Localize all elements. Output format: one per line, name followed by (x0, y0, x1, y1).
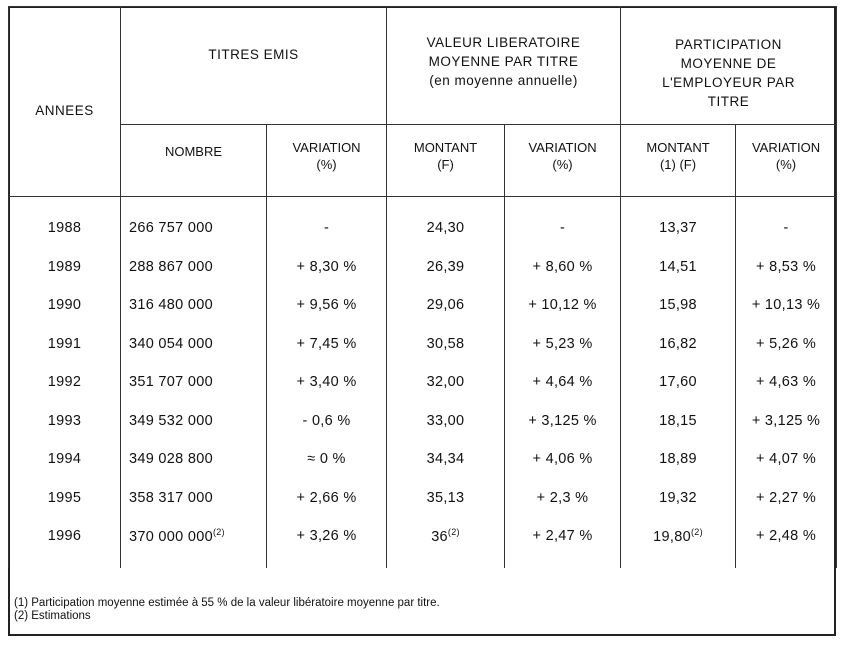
cell-variation-participation (736, 440, 837, 479)
cell-nombre-value: 370 000 000 (129, 529, 213, 546)
cell-nombre-value: 340 054 000 (129, 335, 213, 352)
cell-variation-titres (267, 517, 387, 568)
cell-year (9, 325, 121, 364)
cell-nombre (121, 248, 267, 287)
cell-variation-titres (267, 363, 387, 402)
cell-variation-valeur-value: + 2,3 % (536, 489, 589, 506)
table-row (9, 248, 837, 287)
cell-nombre-value: 349 532 000 (129, 412, 213, 429)
cell-nombre (121, 517, 267, 568)
table-row (9, 479, 837, 518)
cell-variation-participation (736, 363, 837, 402)
cell-montant-valeur-value: 29,06 (426, 297, 465, 314)
cell-nombre (121, 325, 267, 364)
cell-year-value: 1991 (47, 335, 82, 352)
cell-variation-titres-value: + 3,26 % (296, 528, 357, 545)
cell-variation-titres-value: + 2,66 % (296, 489, 357, 506)
cell-nombre-footnote-ref: (2) (212, 527, 225, 538)
subheader-variation-1 (267, 125, 387, 197)
cell-year-value: 1993 (47, 412, 82, 429)
cell-variation-titres (267, 286, 387, 325)
cell-nombre (121, 286, 267, 325)
cell-montant-participation-value: 18,89 (659, 451, 697, 468)
cell-variation-valeur-value: + 5,23 % (532, 335, 593, 352)
cell-year-value: 1992 (47, 374, 82, 391)
cell-variation-participation-value: + 3,125 % (751, 412, 821, 429)
cell-montant-participation-value: 13,37 (659, 220, 697, 237)
cell-variation-titres (267, 248, 387, 287)
header-participation (621, 7, 837, 125)
cell-year-value: 1989 (47, 258, 82, 275)
cell-year-value: 1996 (47, 528, 82, 545)
subheader-variation-2-label: VARIATION (528, 140, 597, 155)
cell-montant-participation-value: 16,82 (659, 335, 697, 352)
cell-montant-valeur (387, 325, 505, 364)
cell-nombre (121, 197, 267, 248)
cell-montant-participation-value: 19,32 (659, 489, 697, 506)
table-row (9, 402, 837, 441)
cell-variation-titres-value: - (323, 220, 330, 237)
cell-montant-valeur (387, 402, 505, 441)
table-row (9, 286, 837, 325)
cell-variation-valeur-value: + 10,12 % (528, 297, 597, 314)
cell-variation-titres-value: + 8,30 % (296, 258, 357, 275)
cell-variation-titres (267, 440, 387, 479)
cell-variation-titres-value: + 3,40 % (296, 374, 357, 391)
cell-year (9, 286, 121, 325)
cell-variation-valeur (505, 197, 621, 248)
cell-variation-titres (267, 325, 387, 364)
cell-variation-valeur-value: + 3,125 % (528, 412, 597, 429)
table-row (9, 325, 837, 364)
cell-variation-participation-value: + 8,53 % (756, 258, 817, 275)
cell-montant-participation (621, 197, 736, 248)
cell-montant-valeur (387, 197, 505, 248)
cell-montant-valeur (387, 479, 505, 518)
cell-montant-participation (621, 440, 736, 479)
cell-montant-valeur (387, 440, 505, 479)
cell-variation-participation-value: + 2,27 % (756, 489, 817, 506)
cell-variation-valeur (505, 325, 621, 364)
cell-montant-valeur (387, 363, 505, 402)
cell-variation-titres (267, 479, 387, 518)
footnote-2: (2) Estimations (14, 610, 91, 622)
cell-variation-participation-value: + 5,26 % (756, 335, 817, 352)
data-table (8, 6, 837, 568)
cell-montant-valeur-value: 36 (431, 529, 448, 546)
cell-montant-valeur-value: 35,13 (426, 489, 465, 506)
cell-variation-titres-value: - 0,6 % (302, 412, 351, 429)
cell-variation-participation (736, 197, 837, 248)
cell-variation-valeur-value: + 4,64 % (532, 374, 593, 391)
cell-year-value: 1994 (47, 451, 82, 468)
cell-nombre (121, 440, 267, 479)
cell-year (9, 197, 121, 248)
cell-montant-valeur-value: 32,00 (426, 374, 465, 391)
header-annees: ANNEES (9, 7, 121, 197)
table-row (9, 363, 837, 402)
cell-variation-participation (736, 517, 837, 568)
subheader-variation-1-label: VARIATION (292, 140, 361, 155)
cell-montant-participation-value: 18,15 (659, 412, 697, 429)
cell-nombre-value: 266 757 000 (129, 220, 213, 237)
cell-montant-participation (621, 363, 736, 402)
cell-montant-participation-value: 17,60 (659, 374, 697, 391)
cell-variation-valeur (505, 286, 621, 325)
subheader-montant-1 (387, 125, 505, 197)
cell-year (9, 517, 121, 568)
cell-montant-valeur-value: 34,34 (426, 451, 465, 468)
cell-montant-participation (621, 517, 736, 568)
cell-nombre (121, 479, 267, 518)
cell-nombre-value: 288 867 000 (129, 258, 213, 275)
cell-montant-participation (621, 286, 736, 325)
cell-variation-valeur (505, 517, 621, 568)
cell-year (9, 402, 121, 441)
cell-variation-participation-value: + 4,63 % (756, 374, 817, 391)
cell-nombre-value: 316 480 000 (129, 297, 213, 314)
cell-variation-titres-value: + 9,56 % (296, 297, 357, 314)
cell-year (9, 248, 121, 287)
cell-montant-valeur-value: 30,58 (426, 335, 465, 352)
cell-year-value: 1990 (47, 297, 82, 314)
cell-montant-participation-value: 14,51 (659, 258, 697, 275)
cell-variation-participation (736, 325, 837, 364)
cell-year-value: 1995 (47, 489, 82, 506)
subheader-montant-1-unit: (F) (437, 157, 454, 172)
cell-variation-valeur (505, 363, 621, 402)
cell-variation-participation (736, 286, 837, 325)
header-titres-emis: TITRES EMIS (121, 7, 387, 125)
header-valeur-line3: (en moyenne annuelle) (429, 73, 578, 88)
cell-variation-valeur-value: - (559, 220, 566, 237)
cell-nombre-value: 358 317 000 (129, 489, 213, 506)
cell-montant-valeur-value: 33,00 (426, 412, 465, 429)
cell-variation-valeur (505, 479, 621, 518)
cell-year-value: 1988 (47, 220, 82, 237)
cell-variation-valeur (505, 440, 621, 479)
header-valeur-line2: MOYENNE PAR TITRE (428, 54, 579, 69)
subheader-variation-2 (505, 125, 621, 197)
cell-montant-participation (621, 325, 736, 364)
cell-variation-participation-value: - (783, 220, 789, 237)
cell-montant-participation-footnote-ref: (2) (690, 527, 703, 538)
subheader-variation-3-unit: (%) (775, 157, 797, 172)
cell-variation-valeur-value: + 2,47 % (532, 528, 593, 545)
table-row (9, 197, 837, 248)
subheader-montant-2-unit: (1) (F) (659, 157, 697, 172)
cell-year (9, 479, 121, 518)
cell-montant-participation (621, 479, 736, 518)
cell-variation-participation (736, 248, 837, 287)
cell-variation-participation-value: + 2,48 % (756, 528, 817, 545)
cell-variation-titres (267, 197, 387, 248)
footnote-1: (1) Participation moyenne estimée à 55 % de la valeur libératoire moyenne par titre. (14, 597, 440, 609)
header-participation-line3: L'EMPLOYEUR PAR (662, 75, 795, 90)
cell-montant-valeur-value: 26,39 (426, 258, 465, 275)
cell-variation-valeur (505, 248, 621, 287)
cell-montant-valeur (387, 517, 505, 568)
table-row (9, 517, 837, 568)
header-valeur (387, 7, 621, 125)
subheader-variation-1-unit: (%) (316, 157, 337, 172)
footnotes (14, 597, 440, 623)
cell-montant-participation (621, 248, 736, 287)
cell-montant-participation (621, 402, 736, 441)
cell-nombre (121, 363, 267, 402)
subheader-montant-2-label: MONTANT (646, 140, 710, 155)
cell-nombre-value: 349 028 800 (129, 451, 213, 468)
cell-montant-valeur-value: 24,30 (426, 220, 465, 237)
cell-variation-titres (267, 402, 387, 441)
cell-variation-valeur-value: + 4,06 % (532, 451, 593, 468)
subheader-variation-2-unit: (%) (552, 157, 573, 172)
subheader-nombre: NOMBRE (121, 125, 267, 197)
cell-variation-participation-value: + 10,13 % (751, 297, 821, 314)
table-row (9, 440, 837, 479)
cell-year (9, 363, 121, 402)
subheader-montant-1-label: MONTANT (413, 140, 478, 155)
cell-montant-participation-value: 19,80 (653, 529, 691, 546)
header-participation-line4: TITRE (707, 94, 750, 109)
cell-nombre-value: 351 707 000 (129, 374, 213, 391)
cell-year (9, 440, 121, 479)
cell-variation-participation-value: + 4,07 % (756, 451, 817, 468)
cell-montant-valeur (387, 286, 505, 325)
cell-nombre (121, 402, 267, 441)
cell-montant-participation-value: 15,98 (659, 297, 697, 314)
subheader-montant-2 (621, 125, 736, 197)
cell-variation-participation (736, 402, 837, 441)
cell-montant-valeur (387, 248, 505, 287)
cell-variation-valeur (505, 402, 621, 441)
cell-variation-valeur-value: + 8,60 % (532, 258, 593, 275)
cell-variation-participation (736, 479, 837, 518)
cell-variation-titres-value: + 7,45 % (296, 335, 357, 352)
header-valeur-line1: VALEUR LIBERATOIRE (426, 35, 581, 50)
cell-montant-valeur-footnote-ref: (2) (447, 527, 460, 538)
header-participation-line2: MOYENNE DE (680, 56, 777, 71)
header-participation-line1: PARTICIPATION (675, 37, 782, 52)
cell-variation-titres-value: ≈ 0 % (307, 451, 346, 468)
subheader-variation-3 (736, 125, 837, 197)
subheader-variation-3-label: VARIATION (751, 140, 821, 155)
